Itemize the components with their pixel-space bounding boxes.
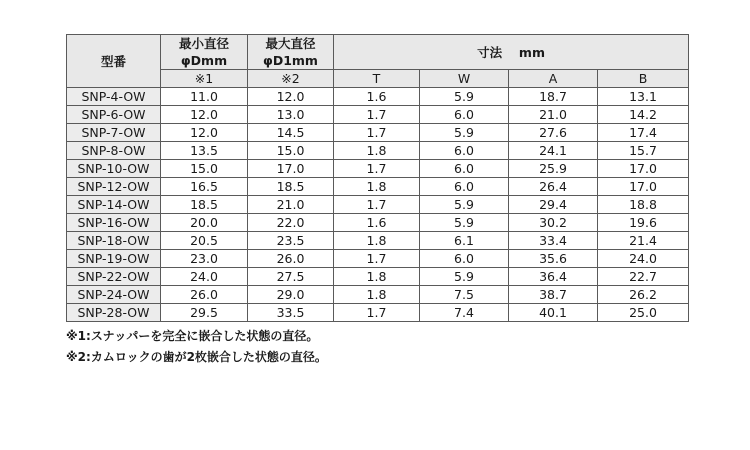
cell-min-diameter: 12.0 xyxy=(161,106,248,124)
cell-t: 1.8 xyxy=(334,232,420,250)
header-w: W xyxy=(420,70,509,88)
cell-a: 27.6 xyxy=(509,124,598,142)
cell-a: 38.7 xyxy=(509,286,598,304)
cell-w: 5.9 xyxy=(420,214,509,232)
header-max-diameter-note: ※2 xyxy=(248,70,334,88)
footnote-2: ※2:カムロックの歯が2枚嵌合した状態の直径。 xyxy=(66,350,327,364)
cell-max-diameter: 23.5 xyxy=(248,232,334,250)
cell-min-diameter: 15.0 xyxy=(161,160,248,178)
cell-max-diameter: 21.0 xyxy=(248,196,334,214)
cell-min-diameter: 24.0 xyxy=(161,268,248,286)
cell-a: 36.4 xyxy=(509,268,598,286)
cell-t: 1.7 xyxy=(334,304,420,322)
cell-t: 1.7 xyxy=(334,160,420,178)
cell-t: 1.8 xyxy=(334,268,420,286)
cell-model: SNP-10-OW xyxy=(67,160,161,178)
cell-t: 1.6 xyxy=(334,214,420,232)
header-min-diameter xyxy=(161,35,248,70)
cell-t: 1.8 xyxy=(334,142,420,160)
cell-a: 30.2 xyxy=(509,214,598,232)
cell-max-diameter: 27.5 xyxy=(248,268,334,286)
cell-model: SNP-4-OW xyxy=(67,88,161,106)
cell-w: 6.1 xyxy=(420,232,509,250)
table-row xyxy=(67,178,689,196)
cell-min-diameter: 29.5 xyxy=(161,304,248,322)
cell-min-diameter: 26.0 xyxy=(161,286,248,304)
cell-t: 1.8 xyxy=(334,286,420,304)
cell-w: 5.9 xyxy=(420,196,509,214)
table-row xyxy=(67,250,689,268)
cell-b: 25.0 xyxy=(598,304,689,322)
header-b: B xyxy=(598,70,689,88)
table-row xyxy=(67,304,689,322)
cell-t: 1.8 xyxy=(334,178,420,196)
cell-b: 22.7 xyxy=(598,268,689,286)
cell-model: SNP-22-OW xyxy=(67,268,161,286)
cell-w: 7.5 xyxy=(420,286,509,304)
cell-t: 1.6 xyxy=(334,88,420,106)
table-header xyxy=(67,35,689,88)
cell-b: 21.4 xyxy=(598,232,689,250)
footnote-1: ※1:スナッパーを完全に嵌合した状態の直径。 xyxy=(66,329,319,343)
cell-a: 21.0 xyxy=(509,106,598,124)
cell-a: 26.4 xyxy=(509,178,598,196)
cell-b: 13.1 xyxy=(598,88,689,106)
cell-t: 1.7 xyxy=(334,196,420,214)
cell-t: 1.7 xyxy=(334,124,420,142)
cell-w: 5.9 xyxy=(420,88,509,106)
table-row xyxy=(67,214,689,232)
table-row xyxy=(67,124,689,142)
table-row xyxy=(67,286,689,304)
spec-sheet xyxy=(66,34,688,368)
cell-w: 6.0 xyxy=(420,142,509,160)
table-row xyxy=(67,160,689,178)
cell-model: SNP-24-OW xyxy=(67,286,161,304)
table-row xyxy=(67,142,689,160)
cell-model: SNP-18-OW xyxy=(67,232,161,250)
cell-w: 6.0 xyxy=(420,160,509,178)
cell-model: SNP-6-OW xyxy=(67,106,161,124)
cell-max-diameter: 29.0 xyxy=(248,286,334,304)
cell-model: SNP-19-OW xyxy=(67,250,161,268)
cell-max-diameter: 13.0 xyxy=(248,106,334,124)
cell-a: 29.4 xyxy=(509,196,598,214)
cell-a: 25.9 xyxy=(509,160,598,178)
cell-b: 17.0 xyxy=(598,178,689,196)
header-dimensions-group: 寸法 mm xyxy=(334,35,689,70)
cell-model: SNP-28-OW xyxy=(67,304,161,322)
cell-a: 33.4 xyxy=(509,232,598,250)
cell-min-diameter: 20.5 xyxy=(161,232,248,250)
cell-min-diameter: 18.5 xyxy=(161,196,248,214)
header-min-diameter-note: ※1 xyxy=(161,70,248,88)
cell-max-diameter: 18.5 xyxy=(248,178,334,196)
cell-max-diameter: 15.0 xyxy=(248,142,334,160)
table-body xyxy=(67,88,689,322)
cell-w: 6.0 xyxy=(420,250,509,268)
cell-a: 35.6 xyxy=(509,250,598,268)
cell-min-diameter: 16.5 xyxy=(161,178,248,196)
footnotes xyxy=(66,326,688,368)
cell-a: 24.1 xyxy=(509,142,598,160)
cell-b: 26.2 xyxy=(598,286,689,304)
cell-model: SNP-8-OW xyxy=(67,142,161,160)
cell-b: 17.0 xyxy=(598,160,689,178)
cell-model: SNP-14-OW xyxy=(67,196,161,214)
cell-b: 24.0 xyxy=(598,250,689,268)
cell-w: 5.9 xyxy=(420,268,509,286)
cell-min-diameter: 13.5 xyxy=(161,142,248,160)
cell-a: 18.7 xyxy=(509,88,598,106)
table-row xyxy=(67,106,689,124)
header-max-diameter xyxy=(248,35,334,70)
cell-w: 7.4 xyxy=(420,304,509,322)
table-row xyxy=(67,232,689,250)
cell-max-diameter: 26.0 xyxy=(248,250,334,268)
cell-model: SNP-7-OW xyxy=(67,124,161,142)
header-a: A xyxy=(509,70,598,88)
header-t: T xyxy=(334,70,420,88)
cell-max-diameter: 14.5 xyxy=(248,124,334,142)
table-row xyxy=(67,268,689,286)
cell-w: 5.9 xyxy=(420,124,509,142)
cell-t: 1.7 xyxy=(334,106,420,124)
header-min-diameter-unit: φDmm xyxy=(180,53,228,68)
cell-max-diameter: 22.0 xyxy=(248,214,334,232)
cell-min-diameter: 12.0 xyxy=(161,124,248,142)
header-model: 型番 xyxy=(67,35,161,88)
dimensions-table xyxy=(66,34,689,322)
header-max-diameter-unit: φD1mm xyxy=(263,53,318,68)
cell-b: 18.8 xyxy=(598,196,689,214)
header-max-diameter-title: 最大直径 xyxy=(265,36,316,51)
table-row xyxy=(67,88,689,106)
cell-min-diameter: 20.0 xyxy=(161,214,248,232)
cell-min-diameter: 23.0 xyxy=(161,250,248,268)
cell-b: 17.4 xyxy=(598,124,689,142)
cell-b: 14.2 xyxy=(598,106,689,124)
cell-max-diameter: 12.0 xyxy=(248,88,334,106)
cell-t: 1.7 xyxy=(334,250,420,268)
table-row xyxy=(67,196,689,214)
cell-model: SNP-16-OW xyxy=(67,214,161,232)
cell-w: 6.0 xyxy=(420,178,509,196)
cell-max-diameter: 17.0 xyxy=(248,160,334,178)
header-min-diameter-title: 最小直径 xyxy=(178,36,229,51)
cell-b: 15.7 xyxy=(598,142,689,160)
cell-min-diameter: 11.0 xyxy=(161,88,248,106)
cell-max-diameter: 33.5 xyxy=(248,304,334,322)
cell-a: 40.1 xyxy=(509,304,598,322)
cell-model: SNP-12-OW xyxy=(67,178,161,196)
cell-b: 19.6 xyxy=(598,214,689,232)
cell-w: 6.0 xyxy=(420,106,509,124)
